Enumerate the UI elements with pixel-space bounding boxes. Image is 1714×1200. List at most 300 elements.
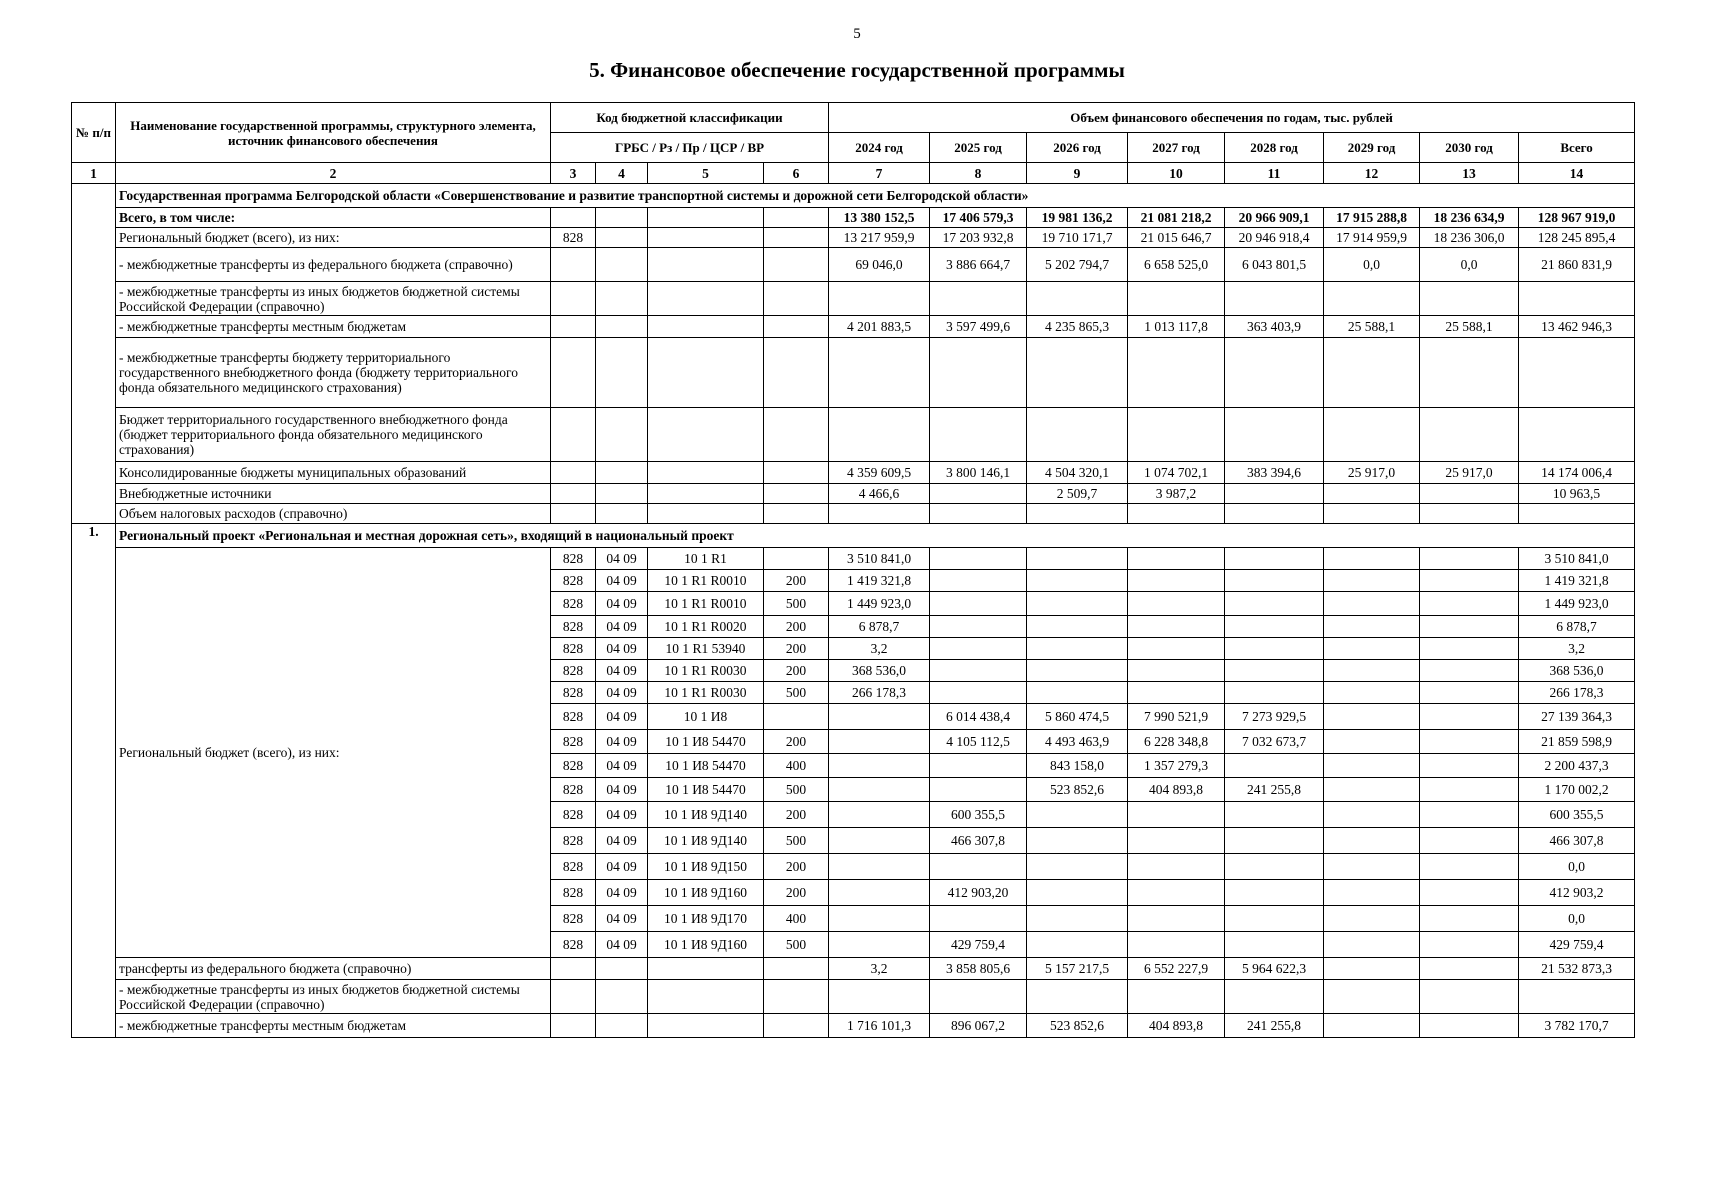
- value-cell: [930, 338, 1027, 408]
- value-cell: [1420, 802, 1519, 828]
- value-cell: 0,0: [1420, 248, 1519, 282]
- value-cell: [1420, 958, 1519, 980]
- value-cell: [1420, 638, 1519, 660]
- grbs-cell: 828: [551, 660, 596, 682]
- total-cell: 3 782 170,7: [1519, 1014, 1635, 1038]
- row-label: Бюджет территориального государственного внебюджетного фонда (бюджет территориального фонда обязательного медицинского страхования): [116, 408, 551, 462]
- value-cell: [1420, 854, 1519, 880]
- grbs-cell: [551, 338, 596, 408]
- value-cell: 4 201 883,5: [829, 316, 930, 338]
- value-cell: 5 202 794,7: [1027, 248, 1128, 282]
- grbs-cell: [551, 484, 596, 504]
- value-cell: [930, 282, 1027, 316]
- value-cell: [1027, 980, 1128, 1014]
- value-cell: [1027, 880, 1128, 906]
- total-cell: 1 170 002,2: [1519, 778, 1635, 802]
- value-cell: [1420, 778, 1519, 802]
- grbs-cell: 828: [551, 548, 596, 570]
- value-cell: [1128, 570, 1225, 592]
- rz-cell: [596, 504, 648, 524]
- total-cell: 2 200 437,3: [1519, 754, 1635, 778]
- rz-cell: 04 09: [596, 802, 648, 828]
- column-number: 8: [930, 163, 1027, 184]
- value-cell: 17 406 579,3: [930, 208, 1027, 228]
- rz-cell: 04 09: [596, 828, 648, 854]
- value-cell: [1420, 980, 1519, 1014]
- vr-cell: 500: [764, 592, 829, 616]
- program-row: [72, 208, 1635, 228]
- value-cell: [1324, 980, 1420, 1014]
- value-cell: [930, 592, 1027, 616]
- rz-cell: 04 09: [596, 570, 648, 592]
- value-cell: 3 597 499,6: [930, 316, 1027, 338]
- value-cell: [1225, 638, 1324, 660]
- value-cell: [1324, 592, 1420, 616]
- csr-cell: [648, 228, 764, 248]
- program-title-row: [72, 184, 1635, 208]
- value-cell: 266 178,3: [829, 682, 930, 704]
- csr-cell: 10 1 И8 54470: [648, 730, 764, 754]
- value-cell: 0,0: [1324, 248, 1420, 282]
- total-cell: 1 449 923,0: [1519, 592, 1635, 616]
- value-cell: [1324, 730, 1420, 754]
- program-title: Государственная программа Белгородской области «Совершенствование и развитие транспортной системы и дорожной сети Белгородской области»: [116, 184, 1635, 208]
- code-cell: [551, 958, 596, 980]
- grbs-cell: 828: [551, 570, 596, 592]
- value-cell: [1128, 616, 1225, 638]
- csr-cell: 10 1 И8 54470: [648, 754, 764, 778]
- value-cell: [1225, 802, 1324, 828]
- value-cell: 6 658 525,0: [1128, 248, 1225, 282]
- project-transfer-row: [72, 1014, 1635, 1038]
- column-number: 12: [1324, 163, 1420, 184]
- grbs-cell: 828: [551, 854, 596, 880]
- value-cell: [1128, 592, 1225, 616]
- value-cell: [1420, 730, 1519, 754]
- value-cell: [1225, 282, 1324, 316]
- rz-cell: 04 09: [596, 754, 648, 778]
- value-cell: [829, 932, 930, 958]
- row-label: Всего, в том числе:: [116, 208, 551, 228]
- value-cell: 7 273 929,5: [1225, 704, 1324, 730]
- value-cell: [829, 504, 930, 524]
- vr-cell: [764, 704, 829, 730]
- value-cell: [1324, 638, 1420, 660]
- value-cell: [1027, 282, 1128, 316]
- value-cell: [930, 980, 1027, 1014]
- value-cell: [829, 704, 930, 730]
- value-cell: [1225, 754, 1324, 778]
- rz-cell: 04 09: [596, 592, 648, 616]
- value-cell: [1027, 932, 1128, 958]
- total-cell: 21 532 873,3: [1519, 958, 1635, 980]
- row-label: - межбюджетные трансферты из федерального бюджета (справочно): [116, 248, 551, 282]
- value-cell: 1 716 101,3: [829, 1014, 930, 1038]
- total-cell: 0,0: [1519, 854, 1635, 880]
- header-volume: Объем финансового обеспечения по годам, тыс. рублей: [829, 103, 1635, 133]
- value-cell: [1420, 660, 1519, 682]
- value-cell: [1324, 802, 1420, 828]
- value-cell: 3 510 841,0: [829, 548, 930, 570]
- value-cell: [1225, 484, 1324, 504]
- value-cell: [1420, 704, 1519, 730]
- value-cell: [1324, 754, 1420, 778]
- value-cell: [829, 730, 930, 754]
- value-cell: 20 946 918,4: [1225, 228, 1324, 248]
- header-code-sub: ГРБС / Рз / Пр / ЦСР / ВР: [551, 133, 829, 163]
- value-cell: [1027, 338, 1128, 408]
- value-cell: 843 158,0: [1027, 754, 1128, 778]
- grbs-cell: 828: [551, 682, 596, 704]
- value-cell: 6 552 227,9: [1128, 958, 1225, 980]
- vr-cell: [764, 282, 829, 316]
- total-cell: 266 178,3: [1519, 682, 1635, 704]
- value-cell: [1324, 828, 1420, 854]
- value-cell: 3 858 805,6: [930, 958, 1027, 980]
- rz-cell: 04 09: [596, 778, 648, 802]
- value-cell: 25 917,0: [1420, 462, 1519, 484]
- value-cell: [1027, 682, 1128, 704]
- value-cell: [1420, 592, 1519, 616]
- value-cell: [1324, 704, 1420, 730]
- csr-cell: [648, 408, 764, 462]
- rz-cell: [596, 228, 648, 248]
- program-row: [72, 282, 1635, 316]
- csr-cell: 10 1 R1 R0020: [648, 616, 764, 638]
- value-cell: 5 860 474,5: [1027, 704, 1128, 730]
- total-cell: 27 139 364,3: [1519, 704, 1635, 730]
- total-cell: 0,0: [1519, 906, 1635, 932]
- rz-cell: [596, 316, 648, 338]
- value-cell: [1128, 802, 1225, 828]
- value-cell: 3 987,2: [1128, 484, 1225, 504]
- financing-table: [71, 102, 1635, 1038]
- grbs-cell: [551, 462, 596, 484]
- column-number: 13: [1420, 163, 1519, 184]
- value-cell: 21 015 646,7: [1128, 228, 1225, 248]
- code-cell: [764, 1014, 829, 1038]
- value-cell: [1027, 660, 1128, 682]
- grbs-cell: 828: [551, 754, 596, 778]
- row-number-cell: [72, 184, 116, 524]
- value-cell: 1 449 923,0: [829, 592, 930, 616]
- value-cell: [829, 338, 930, 408]
- value-cell: [930, 408, 1027, 462]
- vr-cell: 200: [764, 616, 829, 638]
- value-cell: [829, 802, 930, 828]
- value-cell: [1420, 616, 1519, 638]
- csr-cell: 10 1 И8 9Д140: [648, 802, 764, 828]
- header-year: 2029 год: [1324, 133, 1420, 163]
- vr-cell: 400: [764, 906, 829, 932]
- value-cell: 368 536,0: [829, 660, 930, 682]
- value-cell: [1420, 682, 1519, 704]
- value-cell: [1420, 548, 1519, 570]
- value-cell: [1128, 504, 1225, 524]
- code-cell: [648, 1014, 764, 1038]
- value-cell: 404 893,8: [1128, 1014, 1225, 1038]
- value-cell: 13 217 959,9: [829, 228, 930, 248]
- grbs-cell: [551, 248, 596, 282]
- rz-cell: [596, 282, 648, 316]
- total-cell: [1519, 282, 1635, 316]
- csr-cell: [648, 504, 764, 524]
- rz-cell: 04 09: [596, 906, 648, 932]
- total-cell: [1519, 408, 1635, 462]
- rz-cell: 04 09: [596, 854, 648, 880]
- program-row: [72, 504, 1635, 524]
- value-cell: [1420, 338, 1519, 408]
- value-cell: [829, 854, 930, 880]
- value-cell: [930, 906, 1027, 932]
- value-cell: [930, 638, 1027, 660]
- value-cell: 5 157 217,5: [1027, 958, 1128, 980]
- total-cell: [1519, 980, 1635, 1014]
- value-cell: [829, 828, 930, 854]
- csr-cell: [648, 248, 764, 282]
- value-cell: [1420, 880, 1519, 906]
- value-cell: 412 903,20: [930, 880, 1027, 906]
- vr-cell: 200: [764, 802, 829, 828]
- code-cell: [648, 958, 764, 980]
- value-cell: [829, 408, 930, 462]
- value-cell: 241 255,8: [1225, 778, 1324, 802]
- value-cell: 2 509,7: [1027, 484, 1128, 504]
- csr-cell: 10 1 И8 9Д140: [648, 828, 764, 854]
- program-row: [72, 228, 1635, 248]
- value-cell: 6 228 348,8: [1128, 730, 1225, 754]
- project-title: Региональный проект «Региональная и местная дорожная сеть», входящий в национальный проект: [116, 524, 1635, 548]
- header-year: 2027 год: [1128, 133, 1225, 163]
- value-cell: [1027, 570, 1128, 592]
- grbs-cell: 828: [551, 778, 596, 802]
- csr-cell: 10 1 R1 R0010: [648, 570, 764, 592]
- row-label: Объем налоговых расходов (справочно): [116, 504, 551, 524]
- code-cell: [596, 958, 648, 980]
- value-cell: [1420, 282, 1519, 316]
- value-cell: [1128, 338, 1225, 408]
- grbs-cell: [551, 504, 596, 524]
- column-number: 2: [116, 163, 551, 184]
- value-cell: 1 013 117,8: [1128, 316, 1225, 338]
- regional-budget-label: Региональный бюджет (всего), из них:: [116, 548, 551, 958]
- rz-cell: 04 09: [596, 660, 648, 682]
- value-cell: [1324, 484, 1420, 504]
- grbs-cell: 828: [551, 906, 596, 932]
- value-cell: [1225, 408, 1324, 462]
- rz-cell: [596, 248, 648, 282]
- csr-cell: 10 1 И8 9Д160: [648, 880, 764, 906]
- grbs-cell: 828: [551, 638, 596, 660]
- value-cell: 1 074 702,1: [1128, 462, 1225, 484]
- row-label: Внебюджетные источники: [116, 484, 551, 504]
- grbs-cell: [551, 208, 596, 228]
- row-label: - межбюджетные трансферты местным бюджетам: [116, 316, 551, 338]
- column-number: 11: [1225, 163, 1324, 184]
- value-cell: 523 852,6: [1027, 778, 1128, 802]
- value-cell: [1027, 548, 1128, 570]
- value-cell: 1 419 321,8: [829, 570, 930, 592]
- csr-cell: 10 1 R1: [648, 548, 764, 570]
- value-cell: 6 043 801,5: [1225, 248, 1324, 282]
- value-cell: 6 878,7: [829, 616, 930, 638]
- code-cell: [596, 980, 648, 1014]
- code-cell: [596, 1014, 648, 1038]
- value-cell: 21 081 218,2: [1128, 208, 1225, 228]
- value-cell: 17 203 932,8: [930, 228, 1027, 248]
- vr-cell: [764, 228, 829, 248]
- value-cell: 6 014 438,4: [930, 704, 1027, 730]
- rz-cell: 04 09: [596, 880, 648, 906]
- value-cell: [1225, 980, 1324, 1014]
- value-cell: 1 357 279,3: [1128, 754, 1225, 778]
- total-cell: 3 510 841,0: [1519, 548, 1635, 570]
- value-cell: [1420, 932, 1519, 958]
- value-cell: [1324, 504, 1420, 524]
- value-cell: 18 236 306,0: [1420, 228, 1519, 248]
- value-cell: [1420, 906, 1519, 932]
- value-cell: 3,2: [829, 638, 930, 660]
- value-cell: [930, 484, 1027, 504]
- total-cell: 128 245 895,4: [1519, 228, 1635, 248]
- column-number: 7: [829, 163, 930, 184]
- csr-cell: 10 1 R1 53940: [648, 638, 764, 660]
- header-no: № п/п: [72, 103, 116, 163]
- value-cell: [1225, 616, 1324, 638]
- value-cell: [1128, 854, 1225, 880]
- value-cell: [1324, 958, 1420, 980]
- program-row: [72, 248, 1635, 282]
- grbs-cell: 828: [551, 592, 596, 616]
- row-label: - межбюджетные трансферты бюджету территориального государственного внебюджетного фонда (бюджету территориального фонда обязательного медицинского страхования): [116, 338, 551, 408]
- vr-cell: [764, 248, 829, 282]
- value-cell: [1324, 338, 1420, 408]
- vr-cell: [764, 208, 829, 228]
- value-cell: [1027, 616, 1128, 638]
- value-cell: [1225, 592, 1324, 616]
- vr-cell: 500: [764, 828, 829, 854]
- vr-cell: 200: [764, 854, 829, 880]
- value-cell: 4 235 865,3: [1027, 316, 1128, 338]
- value-cell: 363 403,9: [1225, 316, 1324, 338]
- value-cell: [1027, 504, 1128, 524]
- total-cell: 3,2: [1519, 638, 1635, 660]
- value-cell: [930, 616, 1027, 638]
- header-code: Код бюджетной классификации: [551, 103, 829, 133]
- total-cell: 10 963,5: [1519, 484, 1635, 504]
- csr-cell: 10 1 И8 9Д150: [648, 854, 764, 880]
- csr-cell: 10 1 R1 R0010: [648, 592, 764, 616]
- rz-cell: 04 09: [596, 932, 648, 958]
- value-cell: 896 067,2: [930, 1014, 1027, 1038]
- project-title-row: [72, 524, 1635, 548]
- header-year: 2024 год: [829, 133, 930, 163]
- project-number: 1.: [72, 524, 116, 1038]
- value-cell: [1324, 408, 1420, 462]
- csr-cell: 10 1 R1 R0030: [648, 682, 764, 704]
- total-cell: 429 759,4: [1519, 932, 1635, 958]
- value-cell: [829, 754, 930, 778]
- value-cell: [1128, 682, 1225, 704]
- value-cell: [829, 282, 930, 316]
- value-cell: [1128, 932, 1225, 958]
- vr-cell: [764, 338, 829, 408]
- row-label: - межбюджетные трансферты местным бюджетам: [116, 1014, 551, 1038]
- vr-cell: 200: [764, 880, 829, 906]
- value-cell: [1225, 660, 1324, 682]
- total-cell: 412 903,2: [1519, 880, 1635, 906]
- value-cell: [1420, 828, 1519, 854]
- csr-cell: [648, 484, 764, 504]
- value-cell: [1128, 548, 1225, 570]
- value-cell: [930, 548, 1027, 570]
- value-cell: [930, 570, 1027, 592]
- vr-cell: [764, 548, 829, 570]
- value-cell: 4 493 463,9: [1027, 730, 1128, 754]
- header-name: Наименование государственной программы, структурного элемента, источник финансового обеспечения: [116, 103, 551, 163]
- value-cell: 13 380 152,5: [829, 208, 930, 228]
- value-cell: 241 255,8: [1225, 1014, 1324, 1038]
- total-cell: 13 462 946,3: [1519, 316, 1635, 338]
- value-cell: [1128, 660, 1225, 682]
- value-cell: [1027, 638, 1128, 660]
- value-cell: [1027, 906, 1128, 932]
- column-number: 5: [648, 163, 764, 184]
- value-cell: [1324, 1014, 1420, 1038]
- value-cell: [829, 778, 930, 802]
- value-cell: 3 800 146,1: [930, 462, 1027, 484]
- value-cell: [1225, 880, 1324, 906]
- project-budget-row: [72, 548, 1635, 570]
- rz-cell: 04 09: [596, 730, 648, 754]
- grbs-cell: [551, 316, 596, 338]
- rz-cell: [596, 338, 648, 408]
- grbs-cell: 828: [551, 880, 596, 906]
- value-cell: 7 990 521,9: [1128, 704, 1225, 730]
- value-cell: [829, 906, 930, 932]
- total-cell: 14 174 006,4: [1519, 462, 1635, 484]
- column-number: 3: [551, 163, 596, 184]
- column-number: 1: [72, 163, 116, 184]
- page-number: 5: [853, 26, 861, 42]
- value-cell: [1420, 408, 1519, 462]
- vr-cell: [764, 316, 829, 338]
- value-cell: 20 966 909,1: [1225, 208, 1324, 228]
- row-label: Консолидированные бюджеты муниципальных образований: [116, 462, 551, 484]
- value-cell: [1225, 854, 1324, 880]
- header-year: 2030 год: [1420, 133, 1519, 163]
- value-cell: 4 105 112,5: [930, 730, 1027, 754]
- vr-cell: 500: [764, 778, 829, 802]
- vr-cell: 500: [764, 932, 829, 958]
- csr-cell: 10 1 И8 9Д170: [648, 906, 764, 932]
- vr-cell: [764, 408, 829, 462]
- value-cell: [1420, 570, 1519, 592]
- value-cell: [1027, 854, 1128, 880]
- total-cell: 368 536,0: [1519, 660, 1635, 682]
- code-cell: [648, 980, 764, 1014]
- value-cell: [1225, 548, 1324, 570]
- column-number: 10: [1128, 163, 1225, 184]
- total-cell: 466 307,8: [1519, 828, 1635, 854]
- csr-cell: [648, 338, 764, 408]
- project-transfer-row: [72, 980, 1635, 1014]
- value-cell: [1324, 854, 1420, 880]
- value-cell: [1128, 880, 1225, 906]
- value-cell: [1420, 1014, 1519, 1038]
- grbs-cell: 828: [551, 730, 596, 754]
- value-cell: 19 981 136,2: [1027, 208, 1128, 228]
